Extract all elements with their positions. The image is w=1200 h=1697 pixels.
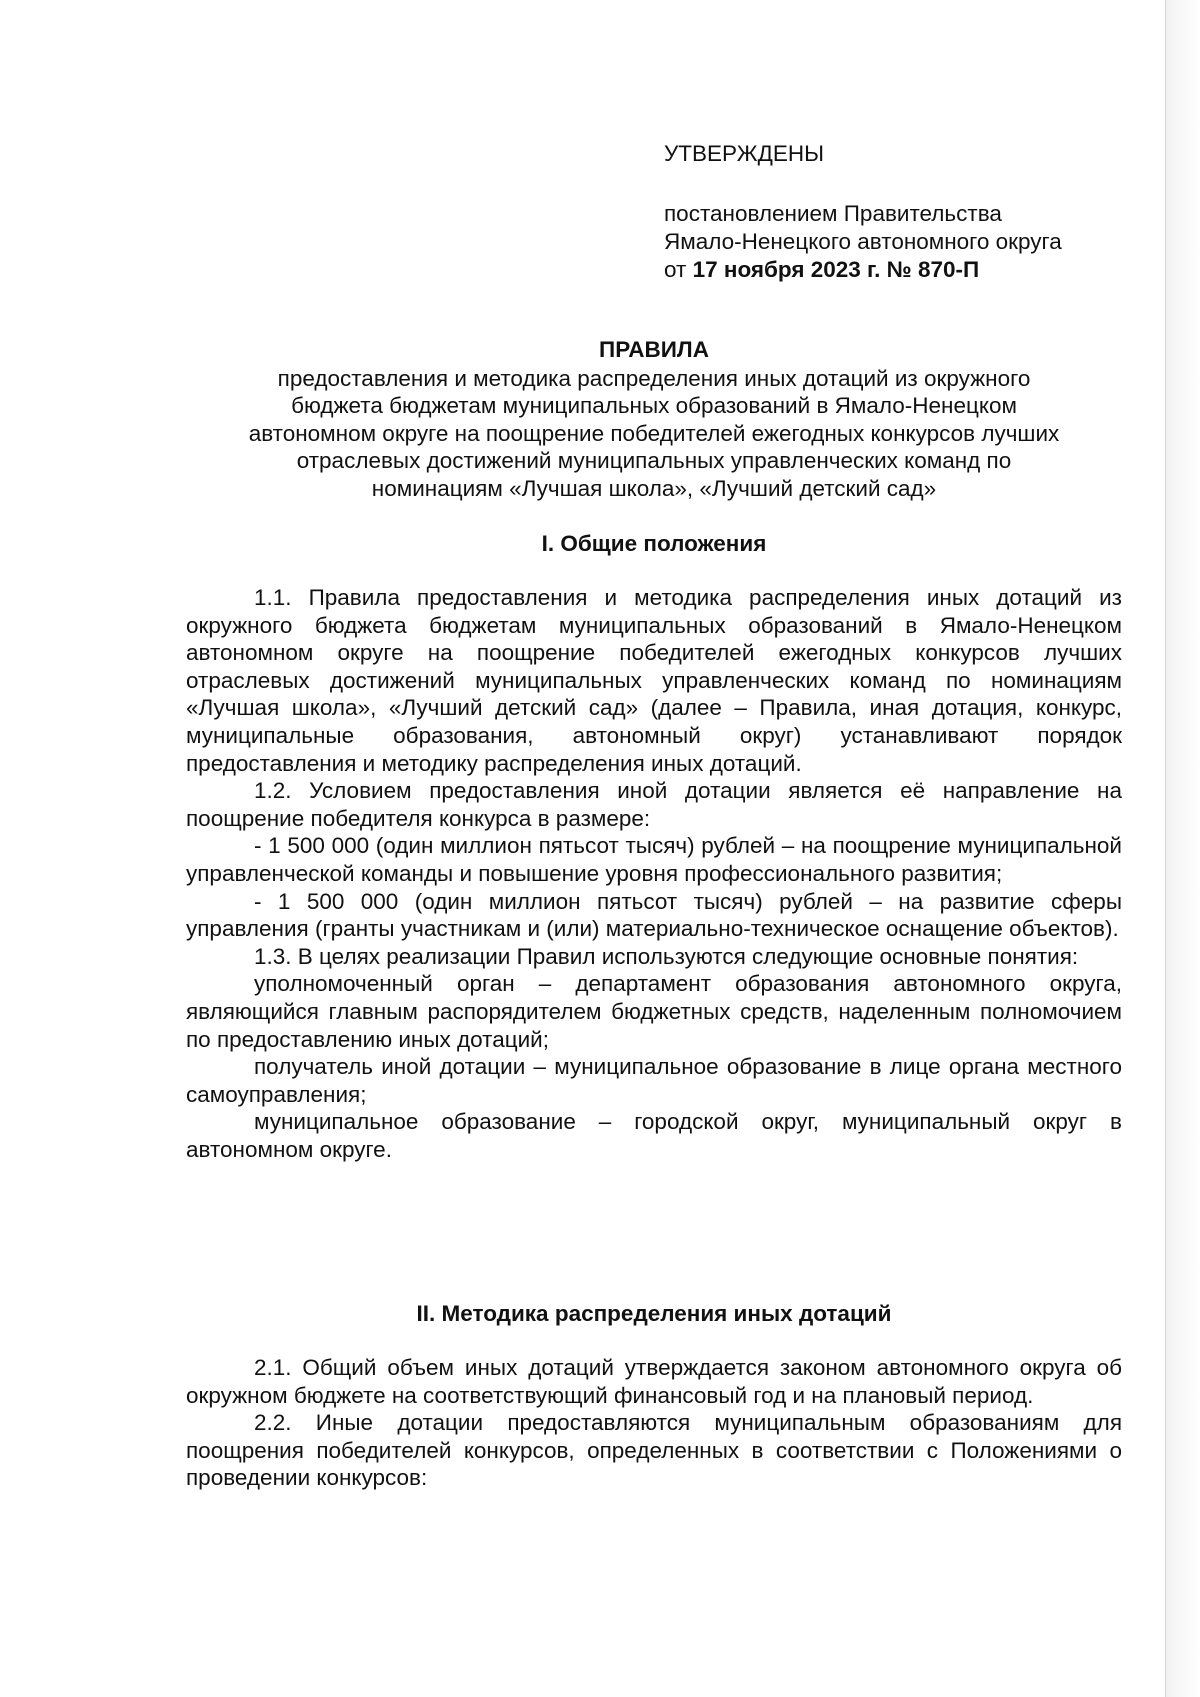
approval-date-number: 17 ноября 2023 г. № 870-П <box>692 257 980 282</box>
paragraph: 2.1. Общий объем иных дотаций утверждается законом автономного округа об окружном бюджете на соответствующий финансовый год и на плановый период. <box>186 1355 1122 1408</box>
document-title: ПРАВИЛА <box>599 337 709 362</box>
section-2-heading: II. Методика распределения иных дотаций <box>416 1301 892 1326</box>
page-edge-shadow <box>1165 0 1200 1697</box>
paragraph: получатель иной дотации – муниципальное образование в лице органа местного самоуправления; <box>186 1054 1122 1107</box>
section-1-body <box>186 584 1122 1163</box>
document-title-block <box>186 336 1122 502</box>
paragraph: уполномоченный орган – департамент образования автономного округа, являющийся главным распорядителем бюджетных средств, наделенным полномочием по предоставлению иных дотаций; <box>186 971 1122 1052</box>
section-1-heading: I. Общие положения <box>541 531 767 556</box>
paragraph: - 1 500 000 (один миллион пятьсот тысяч) рублей – на развитие сферы управления (гранты участникам и (или) материально-техническое оснащение объектов). <box>186 888 1122 942</box>
approval-date-prefix: от <box>664 257 693 282</box>
approval-line-1: постановлением Правительства <box>664 201 1002 226</box>
paragraph: 2.2. Иные дотации предоставляются муниципальным образованиям для поощрения победителей конкурсов, определенных в соответствии с Положениями о проведении конкурсов: <box>186 1410 1122 1491</box>
section-2-body <box>186 1354 1122 1492</box>
title-line: бюджета бюджетам муниципальных образований в Ямало-Ненецком <box>291 393 1017 418</box>
title-line: автономном округе на поощрение победителей ежегодных конкурсов лучших <box>248 420 1060 446</box>
approval-heading: УТВЕРЖДЕНЫ <box>664 141 824 166</box>
title-line: отраслевых достижений муниципальных управленческих команд по <box>296 448 1012 473</box>
paragraph: 1.2. Условием предоставления иной дотации является её направление на поощрение победителя конкурса в размере: <box>186 778 1122 831</box>
approval-date-line <box>664 256 1062 284</box>
paragraph: 1.3. В целях реализации Правил используются следующие основные понятия: <box>254 943 1079 969</box>
approval-line-2: Ямало-Ненецкого автономного округа <box>664 229 1062 254</box>
title-line: номинациям «Лучшая школа», «Лучший детский сад» <box>371 475 937 501</box>
title-line: предоставления и методика распределения иных дотаций из окружного <box>277 365 1031 391</box>
paragraph: муниципальное образование – городской округ, муниципальный округ в автономном округе. <box>186 1109 1122 1162</box>
paragraph: - 1 500 000 (один миллион пятьсот тысяч) рублей – на поощрение муниципальной управленческой команды и повышение уровня профессионального развития; <box>186 833 1122 886</box>
approval-stamp <box>664 140 1062 284</box>
paragraph: 1.1. Правила предоставления и методика распределения иных дотаций из окружного бюджета бюджетам муниципальных образований в Ямало-Ненецком автономном округе на поощрение победителей ежегодных конкурсов лучших отраслевых достижений муниципальных управленческих команд по номинациям «Лучшая школа», «Лучший детский сад» (далее – Правила, иная дотация, конкурс, муниципальные образования, автономный округ) устанавливают порядок предоставления и методику распределения иных дотаций. <box>186 585 1122 776</box>
